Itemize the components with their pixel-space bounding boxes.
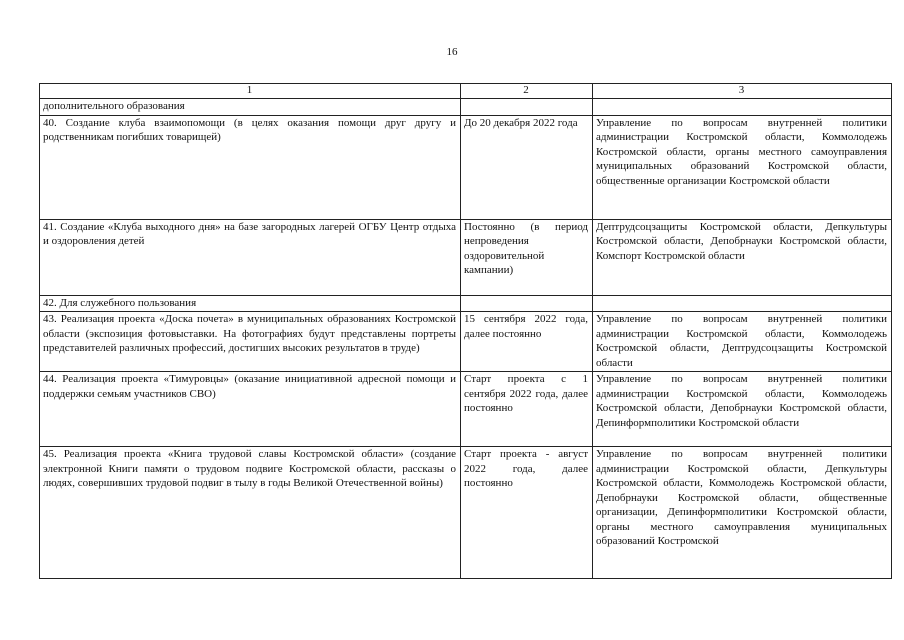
page-number: 16 [446, 46, 458, 58]
row-event-text: 43. Реализация проекта «Доска почета» в муниципальных образованиях Костромской области (экспозиция фотовыставки. На фотографиях будут представлены портреты представителей различных профессий, достигших высоких результатов в труде) [43, 313, 456, 354]
row-event-text: 40. Создание клуба взаимопомощи (в целях оказания помощи друг другу и родственникам погибших товарищей) [43, 116, 456, 143]
row-event-text: 44. Реализация проекта «Тимуровцы» (оказание инициативной адресной помощи и поддержки семьям участников СВО) [43, 373, 456, 400]
table-row [40, 295, 892, 312]
row-deadline-text: 15 сентября 2022 года, далее постоянно [464, 313, 588, 340]
row-event-text: 45. Реализация проекта «Книга трудовой славы Костромской области» (создание электронной Книги памяти о трудовом подвиге Костромской области, рассказы о людях, совершивших трудовой подвиг в тылу в годы Великой Отечественной войны) [43, 448, 456, 489]
table-row [40, 99, 892, 116]
plan-table [39, 83, 892, 579]
column-header-2: 2 [461, 84, 593, 99]
table-row [40, 219, 892, 295]
row-event-text: дополнительного образования [43, 100, 185, 112]
row-responsible-text: Дептрудсоцзащиты Костромской области, Депкультуры Костромской области, Депобрнауки Костромской области, Комспорт Костромской области [596, 220, 887, 262]
row-deadline-text: Старт проекта с 1 сентября 2022 года, далее постоянно [464, 373, 588, 414]
row-responsible-text: Управление по вопросам внутренней политики администрации Костромской области, Депкультуры Костромской области, Коммолодежь Костромской области, Депобрнауки Костромской области, общественные организации, Депинформполитики Костромской области, органы местного самоуправления муниципальных образований Костромской [596, 448, 887, 547]
table-row [40, 312, 892, 372]
column-header-1: 1 [40, 84, 461, 99]
row-event-text: 42. Для служебного пользования [43, 296, 197, 309]
table-row [40, 115, 892, 219]
row-deadline-text: До 20 декабря 2022 года [464, 116, 578, 129]
row-responsible-text: Управление по вопросам внутренней политики администрации Костромской области, Коммолодежь Костромской области, Депобрнауки Костромской области, Депинформполитики Костромской области [596, 373, 887, 429]
row-responsible-text: Управление по вопросам внутренней политики администрации Костромской области, Коммолодежь Костромской области, органы местного самоуправления муниципальных образований Костромской области, общественные организации Костромской области [596, 116, 887, 187]
table-row [40, 372, 892, 447]
table-header-row [40, 84, 892, 99]
column-header-3: 3 [593, 84, 892, 99]
table-row [40, 447, 892, 579]
row-deadline-text: Постоянно (в период непроведения оздоровительной кампании) [464, 220, 588, 276]
row-responsible-text: Управление по вопросам внутренней политики администрации Костромской области, Коммолодежь Костромской области, Дептрудсоцзащиты Костромской области [596, 313, 887, 369]
row-deadline-text: Старт проекта - август 2022 года, далее постоянно [464, 448, 588, 489]
row-event-text: 41. Создание «Клуба выходного дня» на базе загородных лагерей ОГБУ Центр отдыха и оздоровления детей [43, 220, 456, 247]
